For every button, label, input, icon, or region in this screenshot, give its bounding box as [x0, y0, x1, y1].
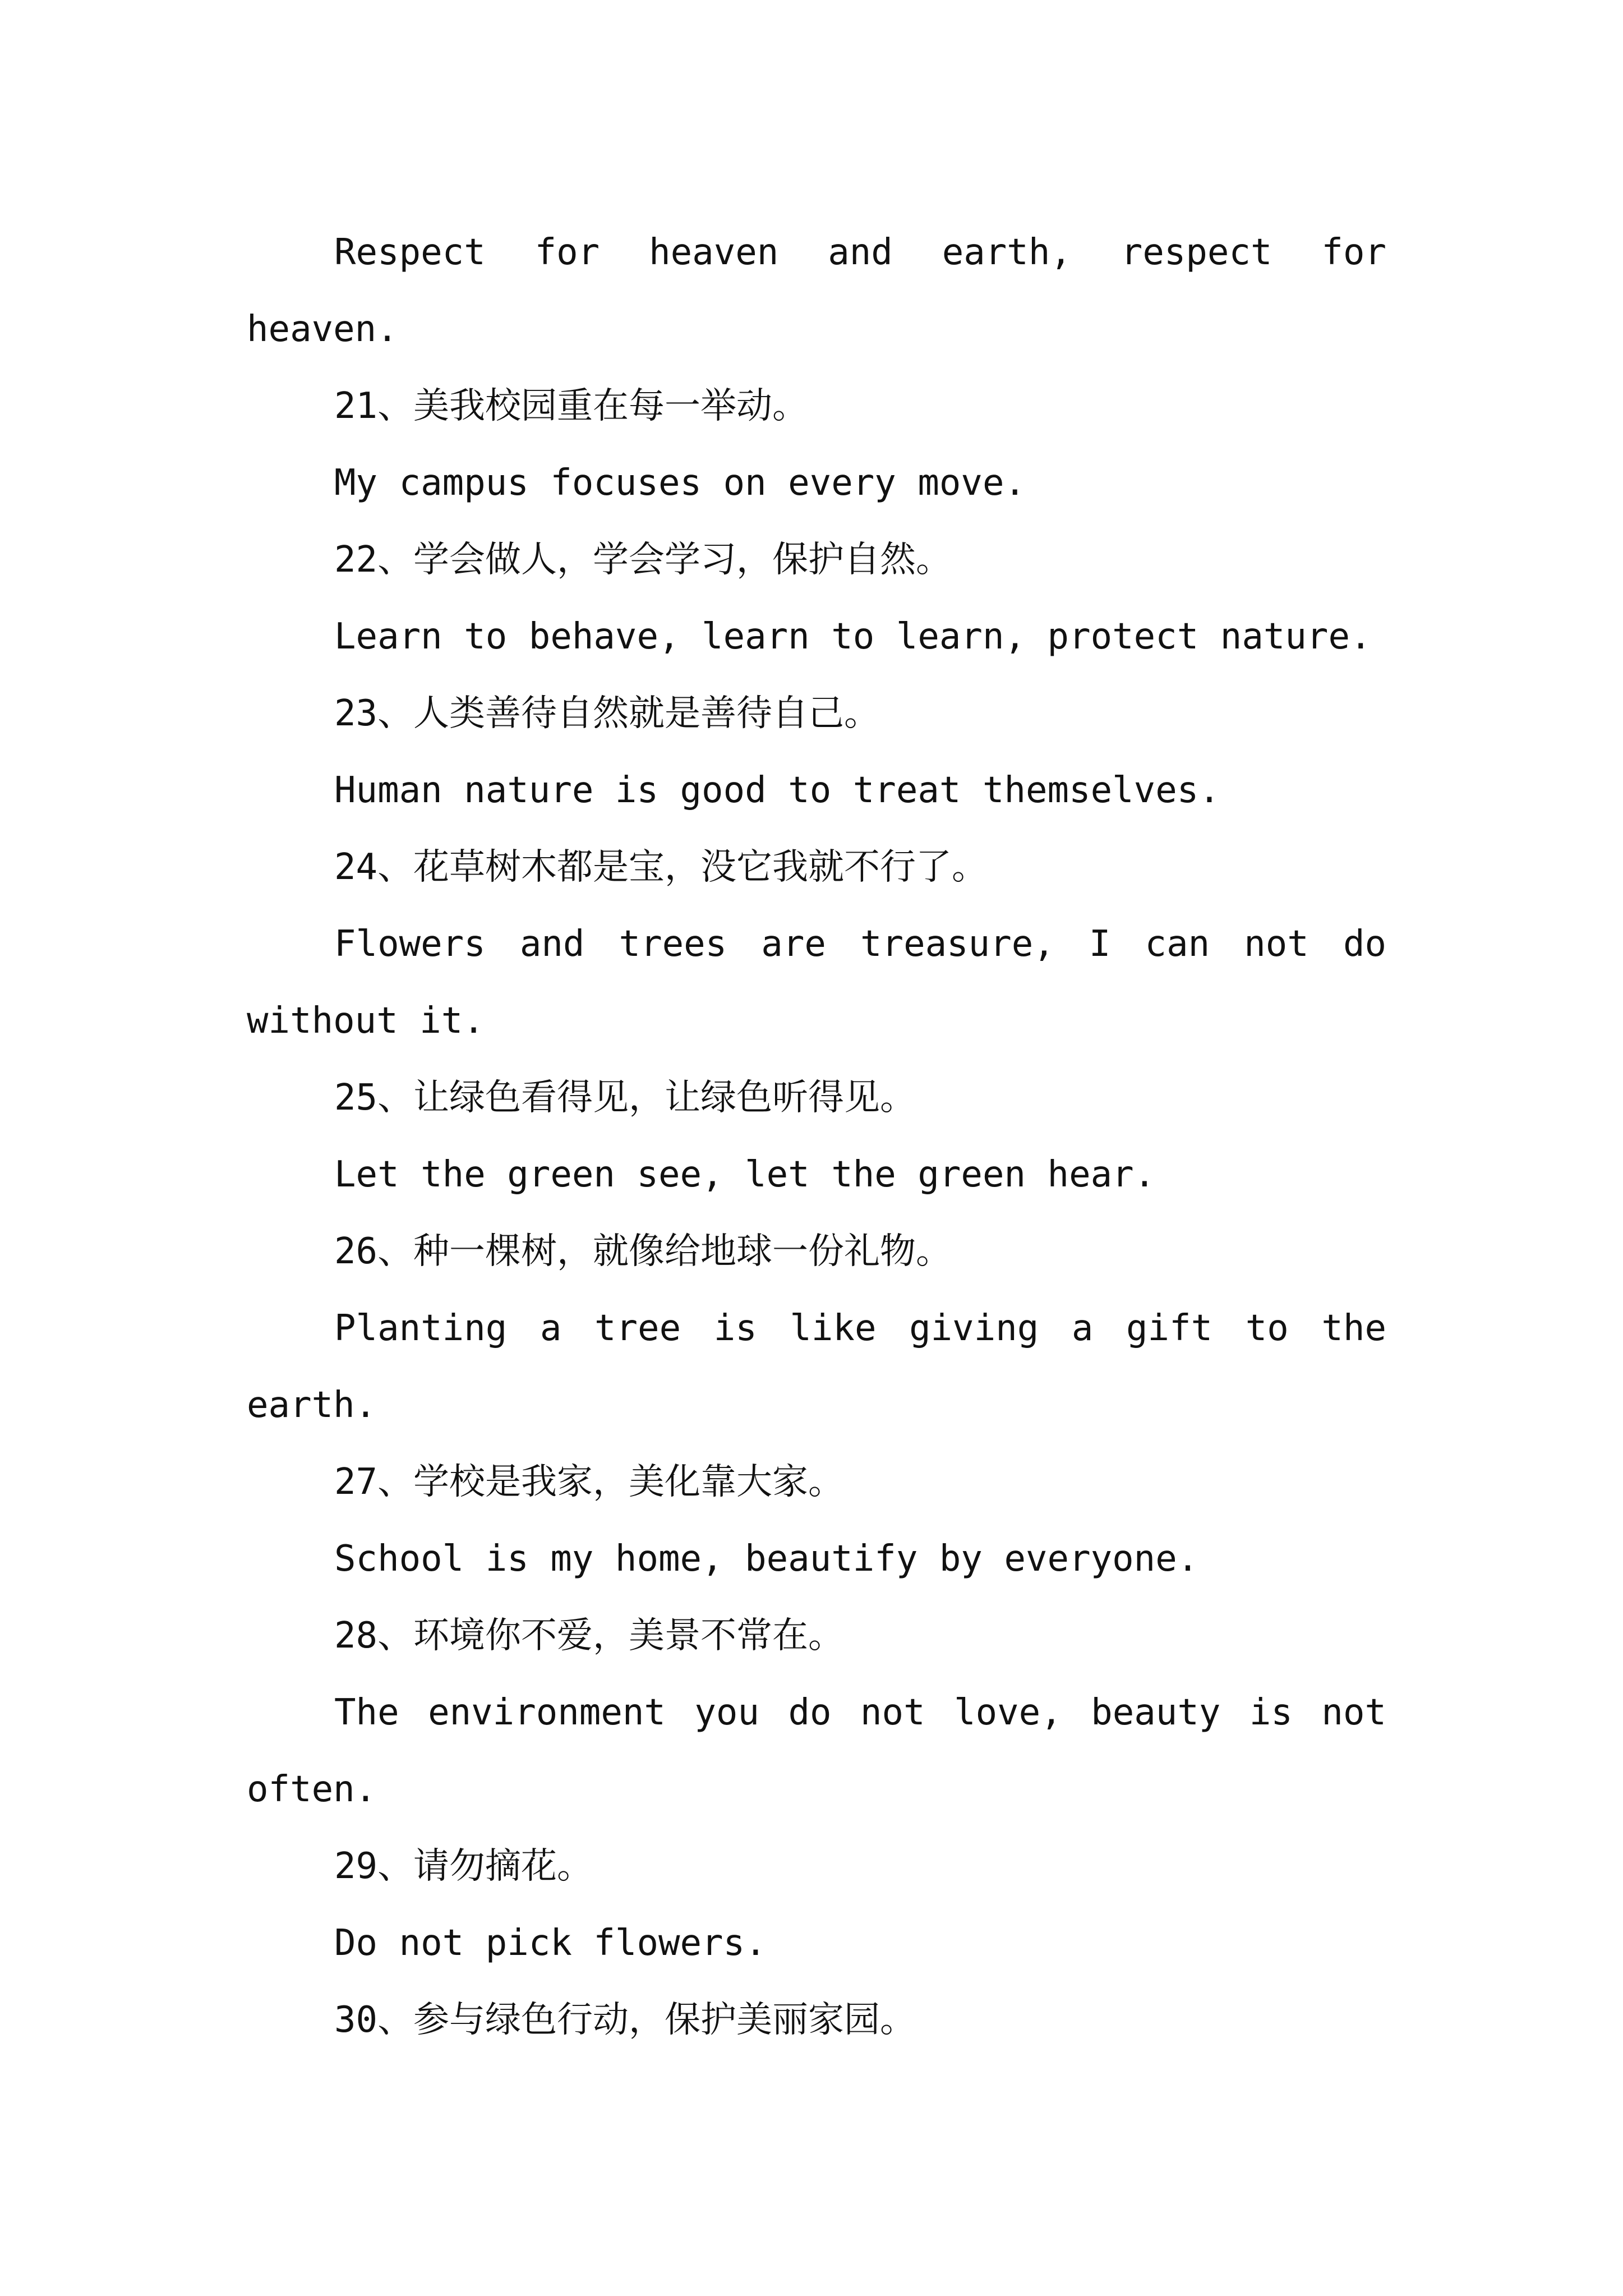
- text-block: [247, 214, 1386, 2059]
- text-line: without it.: [247, 1000, 485, 1042]
- text-line: 24、花草树木都是宝，没它我就不行了。: [334, 846, 988, 888]
- text-line: earth.: [247, 1384, 377, 1426]
- text-line: often.: [247, 1769, 377, 1810]
- text-line: 26、种一棵树，就像给地球一份礼物。: [334, 1231, 952, 1272]
- text-line: Do not pick flowers.: [334, 1922, 767, 1964]
- text-line: Learn to behave, learn to learn, protect nature.: [334, 616, 1372, 657]
- text-line: My campus focuses on every move.: [334, 462, 1026, 504]
- text-line: The environment you do not love, beauty is not: [334, 1692, 1386, 1733]
- text-line: heaven.: [247, 309, 398, 350]
- text-line: 25、让绿色看得见，让绿色听得见。: [334, 1077, 916, 1119]
- text-line: 23、人类善待自然就是善待自己。: [334, 693, 880, 734]
- text-line: Planting a tree is like giving a gift to the: [334, 1308, 1386, 1349]
- text-line: 30、参与绿色行动，保护美丽家园。: [334, 1999, 916, 2041]
- text-line: Human nature is good to treat themselves.: [334, 770, 1220, 811]
- text-line: 27、学校是我家，美化靠大家。: [334, 1461, 845, 1503]
- text-line: Respect for heaven and earth, respect for: [334, 232, 1386, 273]
- text-line: 29、请勿摘花。: [334, 1846, 593, 1887]
- text-line: Let the green see, let the green hear.: [334, 1154, 1156, 1195]
- text-line: 28、环境你不爱，美景不常在。: [334, 1615, 845, 1657]
- text-line: School is my home, beautify by everyone.: [334, 1538, 1199, 1580]
- text-line: Flowers and trees are treasure, I can not do: [334, 923, 1386, 965]
- text-line: 21、美我校园重在每一举动。: [334, 385, 809, 427]
- text-line: 22、学会做人，学会学习，保护自然。: [334, 539, 952, 581]
